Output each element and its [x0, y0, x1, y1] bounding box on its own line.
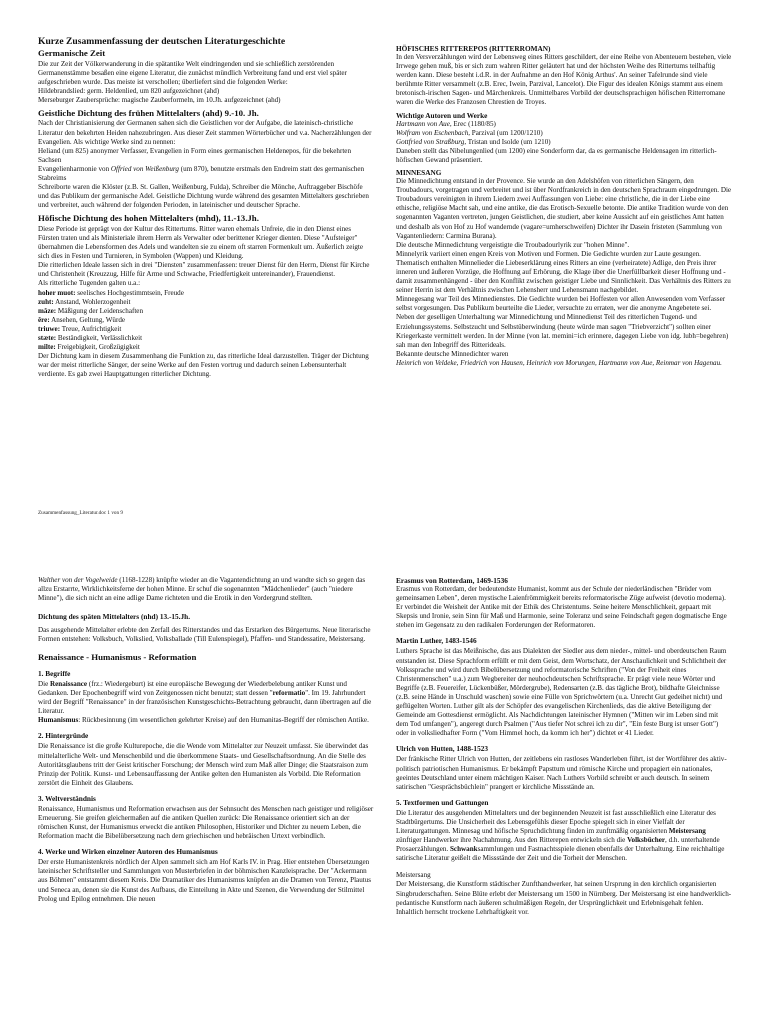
- work-line: [396, 120, 732, 129]
- subheading-minnesang: MINNESANG: [396, 168, 442, 178]
- subheading-begriffe: 1. Begriffe: [38, 668, 71, 678]
- paragraph: Daneben stellt das Nibelungenlied (um 1200) eine Sonderform dar, da es germanische Heldensagen im ritterlich-höfischen Gewand präsentiert.: [396, 146, 717, 164]
- section-heading-geistliche-dichtung: Geistliche Dichtung des frühen Mittelalters (ahd) 9.-10. Jh.: [38, 107, 259, 118]
- paragraph: Minnelyrik variiert einen engen Kreis von Motiven und Formen. Die Gedichte wurden zur Laute gesungen. Thematisch enthalten Minnelieder die Liebeserklärung eines Ritters an eine (verheiratete) Adlige, den Preis ihrer inneren und äußeren Vorzüge, die Hoffnung auf Erhörung, die Klage über die Unerfüllbarkeit dieser Hoffnung und - damit zusammenhängend - über den Konflikt zwischen geistiger Liebe und Sinnlichkeit. Das Verhältnis des Ritters zu seiner Herrin ist dem Verhältnis zwischen Lehensherr und Lehensmann nachgebildet.: [396, 249, 731, 295]
- paragraph: Erasmus von Rotterdam, der bedeutendste Humanist, kommt aus der Schule der niederländischen "Brüder vom gemeinsamen Leben", deren mystische Laienfrömmigkeit bereits reformatorische Züge aufweist (devotio moderna). Er verbindet die Weisheit der Antike mit der Ethik des Christentums. Seine heitere Menschlichkeit, gepaart mit Skepsis und Ironie, sein Sinn für Maß und Harmonie, seine Toleranz und seine Feindschaft gegen dogmatische Enge stehen im Gegensatz zu den radikalen Forderungen der Reformatoren.: [396, 585, 727, 630]
- list-item: [38, 334, 374, 343]
- virtue-desc: Treue, Aufrichtigkeit: [60, 324, 122, 333]
- work-line: [396, 138, 732, 147]
- term: reformatio: [272, 689, 306, 698]
- paragraph: [38, 576, 374, 603]
- page2-left-column: [38, 576, 374, 1024]
- list-item: [38, 289, 374, 298]
- document-title: Kurze Zusammenfassung der deutschen Literaturgeschichte: [38, 36, 286, 47]
- paragraph: Der Meistersang, die Kunstform städtischer Zunfthandwerker, hat seinen Ursprung in den kirchlich organisierten Singbruderschaften. Seine Blüte erlebt der Meistersang um 1500 in Nürnberg. Der Meistersang ist eine handwerklich-pedantische Kunstform nach äußeren schulmäßigen Regeln, der Ursprünglichkeit und Erlebnisgehalt fehlen. Inhaltlich herrscht trockene Lehrhaftigkeit vor.: [396, 880, 732, 916]
- paragraph: Die zur Zeit der Völkerwanderung in die spätantike Welt eindringenden und sie schließlich zerstörenden Germanenstämme besaßen eine eigene Literatur, die zunächst mündlich Verbreitung fand und erst viel später aufgeschrieben wurde. Das meiste ist verschollen; überliefert sind die folgenden Werke:: [38, 59, 347, 86]
- work-title: , Tristan und Isolde (um 1210): [464, 137, 551, 146]
- term: Meistersang: [668, 826, 706, 835]
- virtue-desc: Beständigkeit, Verlässlichkeit: [56, 334, 143, 343]
- virtue-list: [38, 289, 374, 353]
- section-heading-germanische-zeit: Germanische Zeit: [38, 48, 106, 58]
- paragraph: Der Dichtung kam in diesem Zusammenhang die Funktion zu, das ritterliche Ideal darzustellen. Träger der Dichtung war der meist ritterliche Sänger, der seine Werke auf den Festen vortrug und dadurch seinen Lebensunterhalt verdiente. Es gab zwei Hauptgattungen ritterlicher Dichtung.: [38, 352, 369, 379]
- list-item: [38, 316, 374, 325]
- term: Humanismus: [38, 716, 79, 725]
- paragraph: Minnegesang war Teil des Minnedienstes. Die Gedichte wurden bei Hoffesten vor allen Anwesenden vom Verfasser selbst vorgesungen. Das Publikum beurteilte die Lieder, versuchte zu erraten, wer die anonyme Angebetete sei.: [396, 295, 726, 313]
- subheading-meistersang: Meistersang: [396, 871, 431, 880]
- text: zünftiger Handwerker ihre Nachahmung. Aus den Ritterepen entwickeln sich die: [396, 836, 628, 845]
- paragraph: Die Minnedichtung entstand in der Provence. Sie wurde an den Adelshöfen von ritterlichen Sängern, den Troubadours, vorgetragen und verbreitet und ist über Nordfrankreich in den deutschen Sprachraum eingedrungen. Die Troubadours vereinigten in ihrem Liedern zwei Auffassungen von Liebe: eine christliche, die in der Liebe eine ethische, religiöse Macht sah, und eine antike, die das Erotisch-Sexuelle betonte. Die antike Tradition wurde von den sogenannten Vaganten vertreten, jungen Geistlichen, die studiert, aber keine Aussicht auf ein geistliches Amt hatten und deshalb als von Hof zu Hof wandernde (vagare=umherschweifen) Dichter ihr Dasein fristeten (Sammlung von Vagantenliedern: Carmina Burana).: [396, 177, 732, 240]
- paragraph: Als ritterliche Tugenden galten u.a.:: [38, 279, 141, 288]
- paragraph: Luthers Sprache ist das Meißnische, das aus Dialekten der Siedler aus dem nieder-, mittel- und oberdeutschen Raum entstanden ist. Diese Sprachform erfüllt er mit dem Geist, dem Wortschatz, der Anschaulichkeit und Schlichtheit der Volkssprache und wird durch Bibelübersetzung und reformatorische Schriften ("Von der Freiheit eines Christenmenschen" u.a.) zum Wegbereiter der neuhochdeutschen Schriftsprache. Er prägt viele neue Wörter und Begriffe (z.B. Feuereifer, Lückenbüßer, Mördergrube), Redensarten (z.B. das tägliche Brot), bildhafte Gleichnisse (z.B. seine Hände in Unschuld waschen) sowie eine Fülle von Sprichwörtern (u.a. Unrecht Gut gedeihet nicht) und geflügelten Worten. Luther gilt als der Schöpfer des evangelischen Kirchenlieds, das die aktive Beteiligung der Gemeinde am Gottesdienst ermöglicht. Als Nachdichtungen lateinischer Hymnen ("Mitten wir im Leben sind mit dem Tod umfangen"), angeregt durch Psalmen ("Aus tiefer Not schrei ich zu dir", "Ein feste Burg ist unser Gott") oder in volksliedhafter Form ("Vom Himmel hoch, da komm ich her") dichtet er 41 Lieder.: [396, 647, 727, 738]
- work-title: , Parzival (um 1200/1210): [468, 128, 543, 137]
- subheading-hutten: Ulrich von Hutten, 1488-1523: [396, 744, 489, 754]
- virtue-desc: Mäßigung der Leidenschaften: [56, 306, 143, 315]
- minnesaenger-list: Heinrich von Veldeke, Friedrich von Hausen, Heinrich von Morungen, Hartmann von Aue, Reinmar von Hagenau.: [396, 358, 722, 367]
- virtue-desc: Anstand, Wohlerzogenheit: [53, 297, 131, 306]
- author-name: Wolfram von Eschenbach: [396, 128, 469, 137]
- paragraph: Bekannte deutsche Minnedichter waren: [396, 349, 509, 358]
- virtue-desc: Freigebigkeit, Großzügigkeit: [55, 343, 140, 352]
- paragraph: Schreiborte waren die Klöster (z.B. St. Gallen, Weißenburg, Fulda), Schreiber die Mönche, Auftraggeber Bischöfe und das Publikum der germanische Adel. Geistliche Dichtung wurde während des gesamten Mittelalters geschrieben und verbreitet, auch während der folgenden Perioden, in lateinischer und deutscher Sprache.: [38, 183, 369, 210]
- paragraph: Die deutsche Minnedichtung vergeistigte die Troubadourlyrik zur "hohen Minne".: [396, 240, 630, 249]
- subheading-spaetes-mittelalter: Dichtung des späten Mittelalters (nhd) 13.-15.Jh.: [38, 612, 191, 622]
- page1-right-column: [396, 44, 732, 484]
- paragraph: Der erste Humanistenkreis nördlich der Alpen sammelt sich am Hof Karls IV. in Prag. Hier entstehen Übersetzungen lateinischer Schriftsteller und Sammlungen von Musterbriefen in der böhmischen Kanzleisprache. Der "Ackermann aus Böhmen" entstammt diesem Kreis. Die Dramatiker des Humanismus knüpfen an die Dramen von Terenz, Plautus und Seneca an, denen sie die Kunst des Aufbaus, die Einteilung in Akte und Szenen, die Verwendung der Stilmittel Prolog und Epilog entnehmen. Die neuen: [38, 858, 372, 903]
- paragraph: Die Renaissance ist die große Kulturepoche, die die Wende vom Mittelalter zur Neuzeit umfasst. Sie überwindet das mittelalterliche Welt- und Menschenbild und die überkommene Staats- und Gesellschaftsordnung. An die Stelle des Autoritätsglaubens tritt der Geist kritischer Forschung; der Mensch wird zum Maß aller Dinge; die Staatsraison zum Prinzip der Politik. Kunst- und Lebensauffassung der Antike gelten den Humanisten als Vorbild. Die Reformation zerstört die Einheit des Glaubens.: [38, 742, 369, 787]
- subheading-luther: Martin Luther, 1483-1546: [396, 636, 477, 646]
- subheading-erasmus: Erasmus von Rotterdam, 1469-1536: [396, 576, 508, 585]
- work-line: Heliand (um 825) anonymer Verfasser, Evangelien in Form eines germanischen Heldenepos, für die bekehrten Sachsen: [38, 146, 351, 164]
- text: ". Im 19. Jahrhundert wird der Begriff "Renaissance" in der französischen Kunstgeschichts-Betrachtung gebraucht, dann übertragen auf die Literatur.: [38, 689, 372, 716]
- section-heading-hoefische-dichtung: Höfische Dichtung des hohen Mittelalters (mhd), 11.-13.Jh.: [38, 213, 259, 224]
- paragraph: [38, 680, 374, 716]
- subheading-hintergruende: 2. Hintergründe: [38, 731, 89, 741]
- paragraph: Die ritterlichen Ideale lassen sich in drei "Diensten" zusammenfassen: treuer Dienst für den Herrn, Dienst für Kirche und Christenheit (Kreuzzug, Hilfe für Arme und Schwache, Friedfertigkeit untereinander), Frauendienst.: [38, 261, 370, 279]
- document-page-2: [0, 548, 768, 1024]
- virtue-term: mâze:: [38, 306, 57, 315]
- virtue-term: hoher muot:: [38, 288, 76, 297]
- paragraph: Das ausgehende Mittelalter erlebte den Zerfall des Ritterstandes und das Erstarken des Bürgertums. Neue literarische Formen entstehen: Volksbuch, Volkslied, Volksballade (Till Eulenspiegel), Pfaffen- und Standessatire, Meistersang.: [38, 626, 371, 644]
- paragraph: [396, 809, 732, 864]
- work-line: Merseburger Zaubersprüche: magische Zauberformeln, im 10.Jh. aufgezeichnet (ahd): [38, 95, 281, 104]
- virtue-term: zuht:: [38, 297, 54, 306]
- text: Die Literatur des ausgehenden Mittelalters und der beginnenden Neuzeit ist fast ausschließlich eine Literatur des Stadtbürgertums. Die Unsicherheit des Lebensgefühls dieser Epoche spiegelt sich in einer Vielfalt der Literaturgattungen. Minnesag und höfische Spruchdichtung finden im zunftmäßig organisierten: [396, 808, 716, 835]
- paragraph: [38, 716, 374, 725]
- paragraph: Renaissance, Humanismus und Reformation erwachsen aus der Sehnsucht des Menschen nach geistiger und religiöser Erneuerung. Sie greifen gleichermaßen auf die antiken Quellen zurück: Die Renaissance orientiert sich an der römischen Kunst, der Humanismus erweckt die antiken Philosophen, Historiker und Dichter zu neuem Leben, die Reformation macht die Bibelübersetzung nach dem griechischen und hebräischen Urtext verbindlich.: [38, 804, 374, 841]
- virtue-term: milte:: [38, 343, 56, 352]
- paragraph: Diese Periode ist geprägt von der Kultur des Rittertums. Ritter waren ehemals Unfreie, die in den Dienst eines Fürsten traten und als Ministeriale ihrem Herrn als Verwalter oder berittener Krieger dienten. Diese "Aufsteiger" übernahmen die Lebensformen des Adels und wandelten sie zu einem oft starren Formenkult um. Äußerlich zeigte sich dies in Festen und Turnieren, in Symbolen (Wappen) und Kleidung.: [38, 224, 364, 261]
- page1-left-column: [38, 36, 374, 506]
- author-name: Hartmann von Aue: [396, 119, 450, 128]
- text: , d.h. unterhaltende Prosaerzählungen.: [396, 836, 720, 854]
- author-name: Walther von der Vogelweide: [38, 576, 118, 584]
- paragraph: Neben der geselligen Unterhaltung war Minnedichtung und Minnedienst Teil des ritterlichen Tugend- und Erziehungssystems. Selbstzucht und Selbstüberwindung (heute würde man sagen "Triebverzicht") sollten einer Kriegerkaste vermittelt werden. In der Minne (von lat. memini=ich erinnere, dagegen Liebe von idg. lubh=begehren) sah man den Inbegriff des Ritterideals.: [396, 313, 729, 349]
- subheading-textformen: 5. Textformen und Gattungen: [396, 797, 489, 807]
- virtue-term: stæte:: [38, 334, 57, 343]
- text: (frz.: Wiedergeburt) ist eine europäische Bewegung der Wiederbelebung antiker Kunst und Gedanken. Der Epochenbegriff wird von Zeitgenossen nicht benutzt; statt dessen ": [38, 679, 347, 698]
- list-item: [38, 307, 374, 316]
- list-item: [38, 325, 374, 334]
- text: (1168-1228) knüpfte wieder an die Vagantendichtung an und wandte sich so gegen das allzu Erstarrte, Wirklichkeitsferne der hohen Minne. Er schuf die sogenannten "Mädchenlieder" (auch "niedere Minne"), die sich nicht an eine adlige Dame richteten und die Erotik in den Vordergrund stellten.: [38, 576, 366, 603]
- paragraph: Der fränkische Ritter Ulrich von Hutten, der zeitlebens ein rastloses Wanderleben führt, ist der Wortführer des aktiv-politisch patriotischen Humanismus. Er bekämpft Papsttum und römische Kirche und propagiert ein nationales, geeintes Deutschland unter einem mächtigen Kaiser. Nach Luthers Vorbild schreibt er auch deutsch. In seinem satirischen "Gesprächsbüchlein" prangert er kirchliche Missstände an.: [396, 755, 727, 791]
- section-heading-renaissance: Renaissance - Humanismus - Reformation: [38, 652, 197, 663]
- author-name: Gottfried von Straßburg: [396, 137, 465, 146]
- text: Evangelienharmonie von: [38, 164, 111, 173]
- author-name: Offried von Weißenburg: [110, 164, 179, 173]
- paragraph: In den Versverzählungen wird der Lebensweg eines Ritters geschildert, der eine Reihe von Abenteuern bestehen, viele Irrwege gehen muß, bis er sich zum wahren Ritter geläutert hat und der höchsten Weihe des Rittertums teilhaftig werden kann. Diese besteht i.d.R. in der Aufnahme an den Hof König Arthus'. An seiner Tafelrunde sind viele berühmte Ritter versammelt (z.B. Erec, Iwein, Parzival, Lancelot). Die Figur des idealen Königs stammt aus einem bretonisch-irischen Sagen- und Märchenkreis. Unmittelbares Vorbild der deutschsprachigen höfischen Ritterromane waren die Werke des Franzosen Chrestien de Troyes.: [396, 53, 732, 107]
- virtue-term: êre:: [38, 315, 50, 324]
- term: Renaissance: [50, 679, 88, 688]
- term: Volksbücher: [627, 836, 666, 845]
- term: Schwank: [449, 845, 478, 854]
- virtue-desc: Ansehen, Geltung, Würde: [49, 315, 126, 324]
- work-line: Hildebrandslied: germ. Heldenlied, um 820 aufgezeichnet (ahd): [38, 86, 220, 95]
- paragraph: Nach der Christianisierung der Germanen sahen sich die Geistlichen vor der Aufgabe, die lateinisch-christliche Literatur den bekehrten Heiden nahezubringen. Aus dieser Zeit stammen Wörterbücher und v.a. Nacherzählungen der Evangelien. Als wichtige Werke sind zu nennen:: [38, 119, 372, 146]
- work-line: [38, 165, 374, 183]
- subheading-werke-humanismus: 4. Werke und Wirken einzelner Autoren des Humanismus: [38, 847, 218, 857]
- text: : Rückbesinnung (im wesentlichen gelehrter Kreise) auf den Humanitas-Begriff der römischen Antike.: [78, 716, 369, 725]
- page-footer: Zusammenfassung_Literatur.doc 1 von 9: [38, 510, 123, 516]
- subheading-weltverstaendnis: 3. Weltverständnis: [38, 793, 96, 803]
- page2-right-column: [396, 576, 732, 1024]
- text: Die: [38, 679, 51, 688]
- list-item: [38, 298, 374, 307]
- subheading-autoren: Wichtige Autoren und Werke: [396, 110, 488, 120]
- text: (um 870), benutzte erstmals den Endreim statt des germanischen Stabreims: [38, 164, 365, 183]
- text: sammlungen und Fastnachtsspiele dienen ebenfalls der Unterhaltung. Eine reichhaltige satirische Literatur geißelt die Missstände der Zeit und die Torheit der Menschen.: [396, 845, 725, 863]
- virtue-term: triuwe:: [38, 324, 61, 333]
- work-title: , Erec (1180/85): [449, 119, 496, 128]
- work-line: [396, 129, 732, 138]
- virtue-desc: seelisches Hochgestimmtsein, Freude: [75, 288, 184, 297]
- subheading-ritterepos: HÖFISCHES RITTEREPOS (RITTERROMAN): [396, 44, 551, 53]
- list-item: [38, 343, 374, 352]
